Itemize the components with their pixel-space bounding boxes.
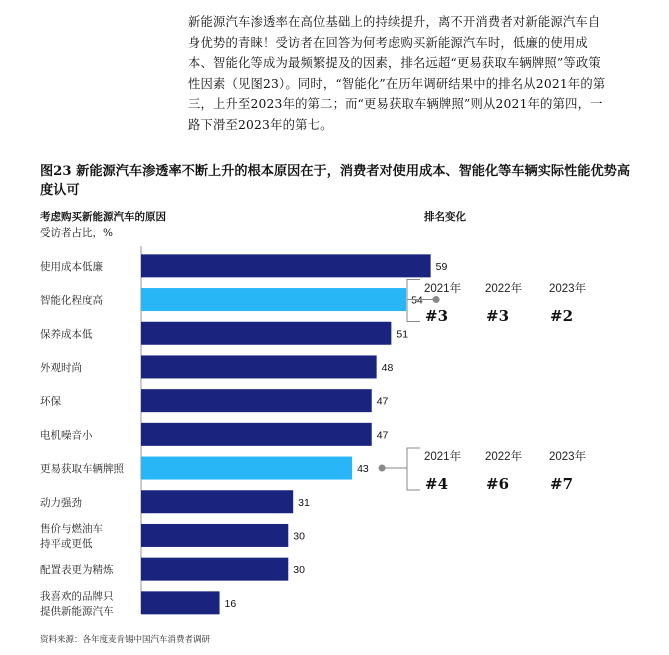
category-label-9: 配置表更为精炼 <box>40 564 114 577</box>
data-label-7: 31 <box>298 496 310 509</box>
rank-year-1-1: 2022年 <box>485 451 523 464</box>
data-label-10: 16 <box>224 597 237 610</box>
category-label-10: 我喜欢的品牌只提供新能源汽车 <box>40 590 114 618</box>
bar-6 <box>141 457 352 480</box>
bar-9 <box>141 558 288 581</box>
category-label-5: 电机噪音小 <box>40 429 93 442</box>
rank-year-1-0: 2021年 <box>424 451 462 464</box>
rank-change-title: 排名变化 <box>424 211 466 223</box>
bar-8 <box>141 524 288 547</box>
category-label-8: 售价与燃油车持平或更低 <box>40 522 103 550</box>
intro-paragraph: 新能源汽车渗透率在高位基础上的持续提升，离不开消费者对新能源汽车自身优势的青睐！受访者在回答为何考虑购买新能源汽车时，低廉的使用成本、智能化等成为最频繁提及的因素，排名远超“更易获取车辆牌照”等政策性因素（见图23）。同时，“智能化”在历年调研结果中的排名从2021年的第三，上升至2023年的第二；而“更易获取车辆牌照”则从2021年的第四，一路下滑至2023年的第七。 <box>188 15 606 132</box>
bar-7 <box>141 490 293 513</box>
rank-bracket-1 <box>407 448 420 490</box>
bar-10 <box>141 591 220 614</box>
rank-value-1-1: #6 <box>486 475 510 494</box>
bar-3 <box>141 355 377 378</box>
data-label-0: 59 <box>435 260 448 273</box>
bar-2 <box>141 322 391 345</box>
bar-1 <box>141 288 406 311</box>
bar-4 <box>141 389 372 412</box>
rank-value-0-2: #2 <box>550 306 574 325</box>
data-label-4: 47 <box>376 395 389 408</box>
chart-subtitle-line2: 受访者占比，% <box>40 227 113 239</box>
data-label-6: 43 <box>357 463 369 476</box>
category-label-1: 智能化程度高 <box>40 294 103 307</box>
data-label-9: 30 <box>293 564 305 577</box>
data-label-2: 51 <box>396 328 409 341</box>
rank-year-0-1: 2022年 <box>485 282 523 295</box>
figure-title: 图23 新能源汽车渗透率不断上升的根本原因在于，消费者对使用成本、智能化等车辆实际性能优势高度认可 <box>40 164 631 198</box>
category-label-0: 使用成本低廉 <box>40 260 103 273</box>
data-label-8: 30 <box>293 530 305 543</box>
rank-value-0-1: #3 <box>486 306 510 325</box>
data-label-1: 54 <box>411 294 423 307</box>
category-label-4: 环保 <box>40 395 61 408</box>
rank-value-0-0: #3 <box>425 306 449 325</box>
data-label-3: 48 <box>381 361 394 374</box>
chart-subtitle-line1: 考虑购买新能源汽车的原因 <box>40 211 166 223</box>
category-label-6: 更易获取车辆牌照 <box>40 463 124 476</box>
rank-year-0-2: 2023年 <box>549 282 587 295</box>
rank-year-1-2: 2023年 <box>549 451 587 464</box>
rank-value-1-0: #4 <box>425 475 449 494</box>
category-label-7: 动力强劲 <box>40 496 82 509</box>
source-note: 资料来源：各年度麦肯锡中国汽车消费者调研 <box>40 635 211 645</box>
category-label-2: 保养成本低 <box>40 328 93 341</box>
bar-0 <box>141 254 431 277</box>
rank-year-0-0: 2021年 <box>424 282 462 295</box>
bar-5 <box>141 423 372 446</box>
category-label-3: 外观时尚 <box>40 361 82 374</box>
data-label-5: 47 <box>376 429 389 442</box>
rank-value-1-2: #7 <box>550 475 574 494</box>
